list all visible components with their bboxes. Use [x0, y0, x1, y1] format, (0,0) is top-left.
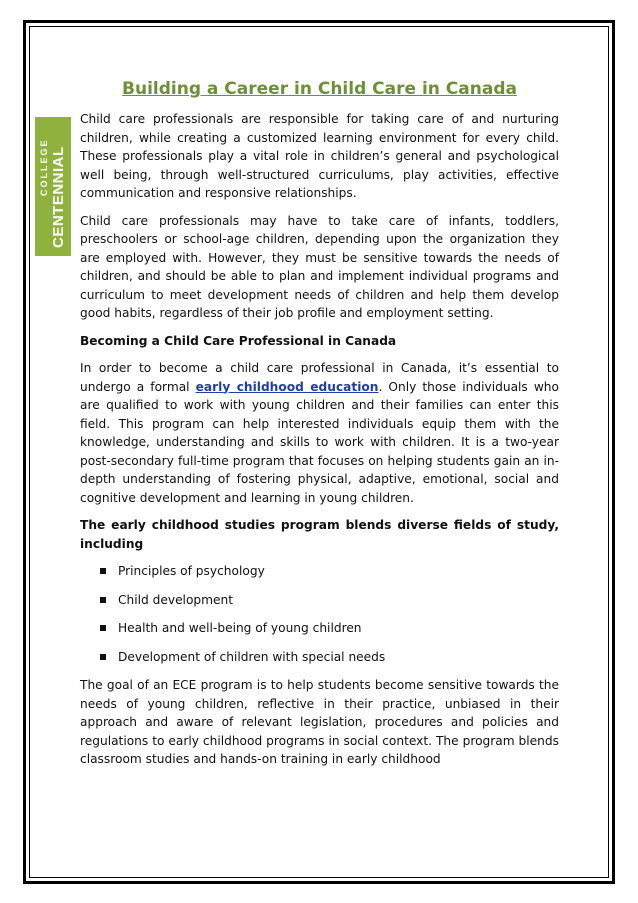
list-item — [80, 619, 559, 638]
bullet-icon — [100, 654, 106, 660]
list-item — [80, 591, 559, 610]
fields-of-study-list — [80, 562, 559, 666]
list-item-text: Development of children with special needs — [118, 649, 386, 664]
paragraph-education-start: In order to become a child care professional in Canada, it’s essential to undergo a formal — [80, 361, 559, 394]
early-childhood-education-link[interactable]: early childhood education — [195, 379, 379, 394]
paragraph-education-end: . Only those individuals who are qualified to work with young children and their families can enter this field. This program can help interested individuals equip them with the knowledge, understanding and skills to work with children. It is a two-year post-secondary full-time program that focuses on helping students gain an in-depth understanding of fostering physical, adaptive, emotional, social and cognitive development and learning in young children. — [80, 379, 559, 505]
list-item — [80, 648, 559, 667]
college-logo — [35, 117, 71, 256]
bullet-icon — [100, 597, 106, 603]
section-heading-program: The early childhood studies program blends diverse fields of study, including — [80, 518, 559, 551]
list-item-text: Health and well-being of young children — [118, 621, 362, 635]
logo-line-centennial: CENTENNIAL — [50, 146, 67, 248]
bullet-icon — [100, 568, 106, 574]
list-item-text: Principles of psychology — [118, 564, 265, 578]
list-item-text: Child development — [118, 592, 234, 607]
page-title: Building a Career in Child Care in Canada — [122, 79, 517, 99]
paragraph-responsibilities: Child care professionals may have to take care of infants, toddlers, preschoolers or school-age children, depending upon the organization they are employed with. However, they must be sensitive towards the needs of children, and should be able to plan and implement individual programs and curriculum to meet development needs of children and help them develop good habits, regardless of their job profile and employment setting. — [80, 213, 559, 320]
section-heading-becoming: Becoming a Child Care Professional in Canada — [80, 333, 397, 348]
paragraph-ece-goal: The goal of an ECE program is to help students become sensitive towards the needs of young children, reflective in their practice, unbiased in their approach and aware of relevant legislation, procedures and policies and regulations to early childhood programs in social context. The program blends classroom studies and hands-on training in early childhood — [80, 678, 559, 766]
logo-line-college: COLLEGE — [39, 138, 49, 196]
bullet-icon — [100, 625, 106, 631]
paragraph-education — [80, 359, 559, 507]
logo-text — [35, 117, 71, 256]
list-item — [80, 562, 559, 581]
document-body — [80, 78, 559, 778]
paragraph-intro: Child care professionals are responsible for taking care of and nurturing children, while creating a customized learning environment for every child. These professionals play a vital role in children’s general and psychological well being, through well-structured curriculums, play activities, effective communication and responsive relationships. — [80, 112, 559, 200]
